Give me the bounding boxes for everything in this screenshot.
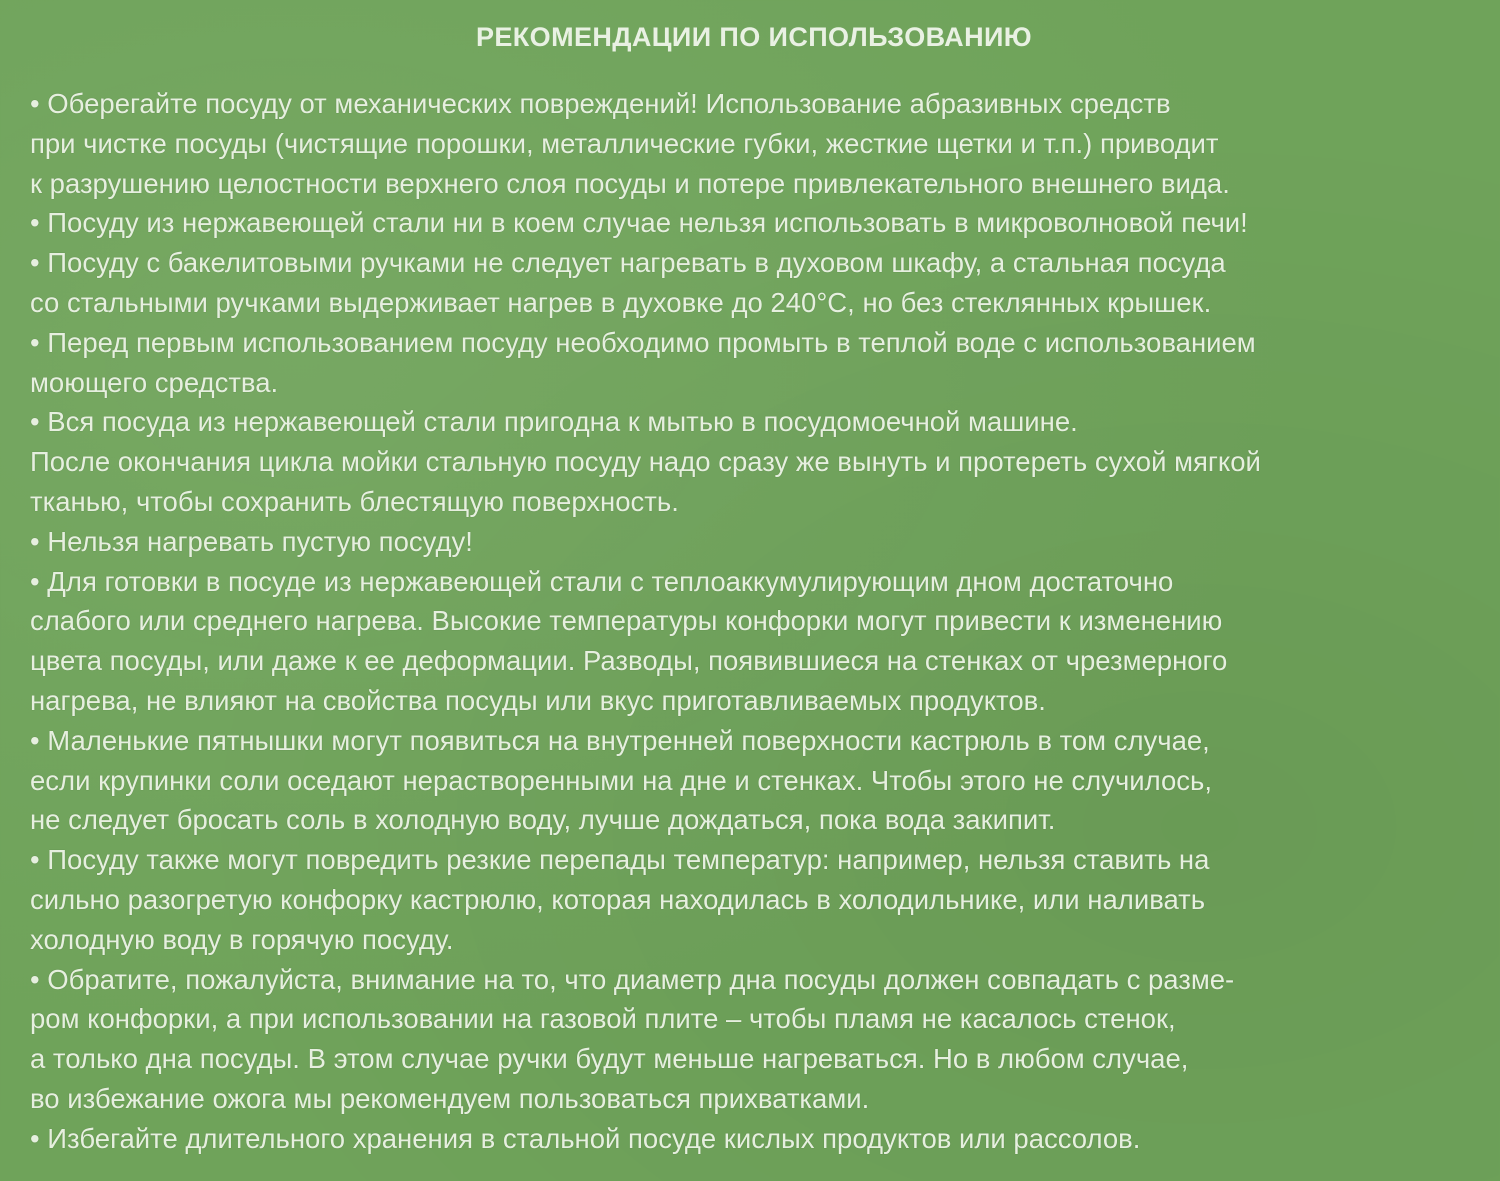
recommendations-text [30,84,1490,1159]
text-line: холодную воду в горячую посуду. [30,923,454,955]
text-line: • Вся посуда из нержавеющей стали пригодна к мытью в посудомоечной машине. [30,406,1078,438]
page-title: РЕКОМЕНДАЦИИ ПО ИСПОЛЬЗОВАНИЮ [475,22,1033,52]
text-line: • Нельзя нагревать пустую посуду! [30,525,473,557]
text-line: если крупинки соли оседают нерастворенными на дне и стенках. Чтобы этого не случилось, [30,764,1213,796]
text-line: • Перед первым использованием посуду необходимо промыть в теплой воде с использованием [30,326,1256,358]
text-line: слабого или среднего нагрева. Высокие температуры конфорки могут привести к изменению [30,605,1223,637]
text-line: • Обратите, пожалуйста, внимание на то, что диаметр дна посуды должен совпадать с разме- [30,963,1235,995]
text-line: при чистке посуды (чистящие порошки, металлические губки, жесткие щетки и т.п.) приводит [30,127,1219,159]
text-line: • Избегайте длительного хранения в стальной посуде кислых продуктов или рассолов. [30,1122,1141,1154]
text-line: • Маленькие пятнышки могут появиться на внутренней поверхности кастрюль в том случае, [30,724,1210,756]
text-line: моющего средства. [30,366,279,398]
text-line: • Посуду из нержавеющей стали ни в коем случае нельзя использовать в микроволновой печи! [30,207,1248,239]
text-line: • Для готовки в посуде из нержавеющей стали с теплоаккумулирующим дном достаточно [30,565,1174,597]
text-line: нагрева, не влияют на свойства посуды или вкус приготавливаемых продуктов. [30,684,1046,716]
text-line: тканью, чтобы сохранить блестящую поверхность. [30,485,679,517]
text-line: • Посуду также могут повредить резкие перепады температур: например, нельзя ставить на [30,844,1210,876]
text-line: не следует бросать соль в холодную воду, лучше дождаться, пока вода закипит. [30,804,1056,836]
text-line: • Посуду с бакелитовыми ручками не следует нагревать в духовом шкафу, а стальная посуда [30,247,1226,279]
text-line: ром конфорки, а при использовании на газовой плите – чтобы пламя не касалось стенок, [30,1003,1176,1035]
text-line: После окончания цикла мойки стальную посуду надо сразу же вынуть и протереть сухой мягкой [30,446,1261,478]
text-line: сильно разогретую конфорку кастрюлю, которая находилась в холодильнике, или наливать [30,883,1206,915]
text-line: а только дна посуды. В этом случае ручки будут меньше нагреваться. Но в любом случае, [30,1043,1189,1075]
text-line: во избежание ожога мы рекомендуем пользоваться прихватками. [30,1082,870,1114]
text-line: цвета посуды, или даже к ее деформации. Разводы, появившиеся на стенках от чрезмерного [30,645,1228,677]
text-line: со стальными ручками выдерживает нагрев в духовке до 240°С, но без стеклянных крышек. [30,286,1212,318]
text-line: к разрушению целостности верхнего слоя посуды и потере привлекательного внешнего вида. [30,167,1230,199]
text-line: • Оберегайте посуду от механических повреждений! Использование абразивных средств [30,88,1171,119]
